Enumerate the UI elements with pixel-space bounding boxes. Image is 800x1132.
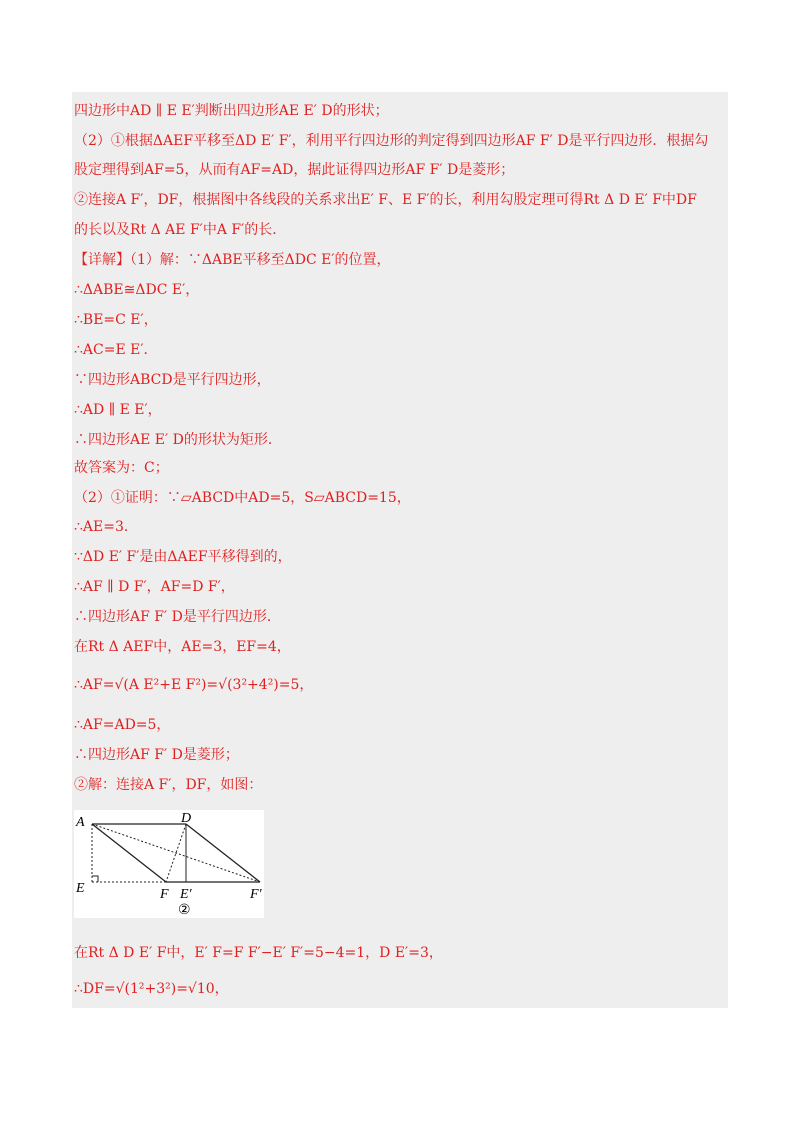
label-E-prime: E′ [180, 887, 192, 902]
text-line-10: ∵四边形ABCD是平行四边形， [74, 372, 271, 388]
label-A: A [76, 815, 85, 830]
text-line-18: ∴四边形AF F′ D是平行四边形． [74, 609, 281, 625]
geometry-figure [74, 810, 264, 918]
text-line-23: ②解：连接A F′，DF，如图： [74, 777, 263, 793]
label-F: F [160, 887, 169, 902]
text-line-11: ∴AD ∥ E E′， [74, 402, 162, 418]
text-line-2: （2）①根据ΔAEF平移至ΔD E′ F′，利用平行四边形的判定得到四边形AF F′ D是平行四边形．根据勾 [74, 133, 709, 149]
text-line-1: 四边形中AD ∥ E E′判断出四边形AE E′ D的形状； [74, 103, 389, 119]
text-line-15: ∴AE=3． [74, 519, 138, 535]
text-line-16: ∵ΔD E′ F′是由ΔAEF平移得到的， [74, 549, 292, 565]
label-F-prime: F′ [250, 887, 262, 902]
solution-panel [72, 92, 728, 1008]
text-line-22: ∴四边形AF F′ D是菱形； [74, 747, 239, 763]
text-line-9: ∴AC=E E′． [74, 342, 158, 358]
label-D: D [181, 811, 192, 826]
text-line-24: 在Rt Δ D E′ F中，E′ F=F F′−E′ F′=5−4=1，D E′=3， [74, 945, 443, 961]
text-line-6: 【详解】（1）解：∵ΔABE平移至ΔDC E′的位置， [74, 252, 391, 268]
text-line-20: ∴AF=√(A E²+E F²)=√(3²+4²)=5， [74, 677, 314, 693]
text-line-21: ∴AF=AD=5， [74, 717, 171, 733]
text-line-7: ∴ΔABE≅ΔDC E′， [74, 282, 200, 298]
text-line-8: ∴BE=C E′， [74, 312, 158, 328]
label-E: E [76, 881, 85, 896]
text-line-25: ∴DF=√(1²+3²)=√10， [74, 981, 229, 997]
text-line-13: 故答案为：C； [74, 460, 169, 476]
figure-number: ② [178, 903, 191, 918]
text-line-5: 的长以及Rt Δ AE F′中A F′的长． [74, 222, 287, 238]
text-line-3: 股定理得到AF=5，从而有AF=AD，据此证得四边形AF F′ D是菱形； [74, 162, 515, 178]
text-line-12: ∴四边形AE E′ D的形状为矩形． [74, 432, 282, 448]
text-line-4: ②连接A F′，DF，根据图中各线段的关系求出E′ F、E F′的长，利用勾股定理可得Rt Δ D E′ F中DF [74, 192, 697, 208]
text-line-17: ∴AF ∥ D F′，AF=D F′， [74, 579, 235, 595]
text-line-14: （2）①证明：∵▱ABCD中AD=5，S▱ABCD=15， [74, 490, 411, 506]
text-line-19: 在Rt Δ AEF中，AE=3，EF=4， [74, 639, 291, 655]
parallelogram-diagram [74, 810, 264, 918]
